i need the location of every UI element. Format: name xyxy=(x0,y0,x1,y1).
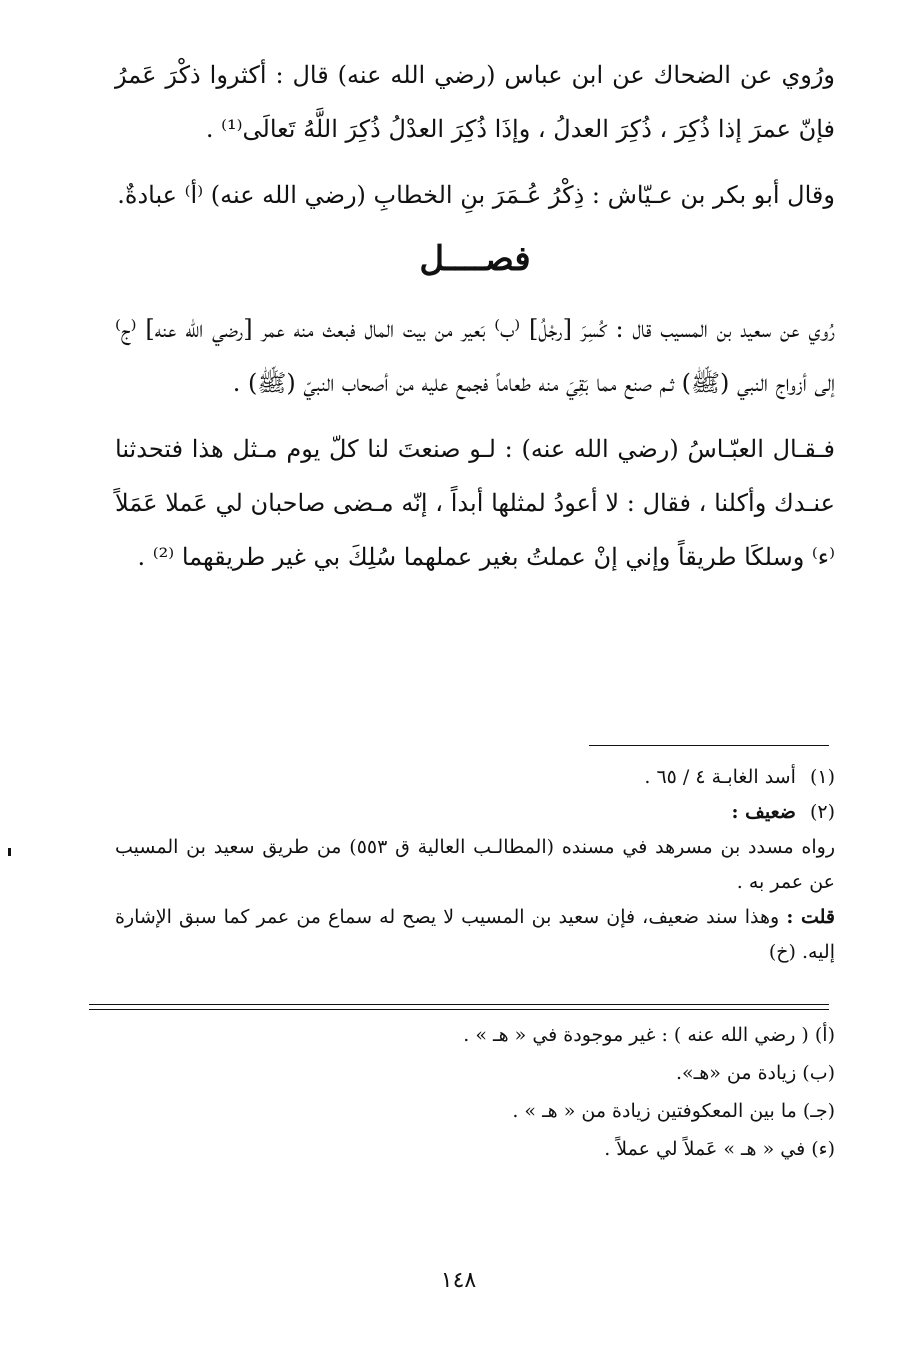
note-jim: (جـ) ما بين المعكوفتين زيادة من « هـ » . xyxy=(512,1100,835,1122)
main-text xyxy=(115,48,835,596)
note-alif: (أ) ( رضي الله عنه ) : غير موجودة في « هـ » . xyxy=(463,1024,835,1046)
footnote-2-label: ضعيف : xyxy=(731,801,796,823)
paragraph-3: رُوي عن سعيد بن المسيب قال : كُسِرَ [رجْلُ] ⁽ب⁾ بَعير من بيت المال فبعث منه عمر [رضي الله عنه] ⁽ج⁾ إلى أزواج النبي (ﷺ) ثـم صنع مما بَقِيَ منه طعاماً فجمع عليه من أصحاب النبيّ (ﷺ) . xyxy=(115,315,835,397)
footnote-2-qult-text: وهذا سند ضعيف، فإن سعيد بن المسيب لا يصح له سماع من عمر كما سبق الإشارة إليه. (خ) xyxy=(115,906,835,963)
note-dal: (ء) في « هـ » عَملاً لي عملاً . xyxy=(604,1138,835,1160)
paragraph-2: وقال أبو بكر بن عـيّاش : ذِكْرُ عُـمَرَ بنِ الخطابِ (رضي الله عنه) ⁽أ⁾ عبادةٌ. xyxy=(117,181,835,209)
footnote-2-comment xyxy=(115,900,835,970)
footnote-2-body: رواه مسدد بن مسرهد في مسنده (المطالـب العالية ق ٥٥٣) من طريق سعيد بن المسيب عن عمر به . xyxy=(115,836,835,893)
footnote-1 xyxy=(115,760,835,795)
footnote-1-number: (١) xyxy=(809,766,835,788)
section-heading: فصــــل xyxy=(419,239,531,279)
footnote-2 xyxy=(115,795,835,830)
footnote-2-qult-label: قلت : xyxy=(786,906,835,928)
variant-notes xyxy=(115,1016,835,1168)
footnote-divider xyxy=(589,745,829,746)
note-ba: (ب) زيادة من «هـ». xyxy=(675,1062,835,1084)
footnotes xyxy=(115,760,835,970)
footnote-1-text: أسد الغابـة ٤ / ٦٥ . xyxy=(644,766,796,788)
paragraph-4: فـقـال العبّـاسُ (رضي الله عنه) : لـو صنعتَ لنا كلّ يوم مـثل هذا فتحدثنا عنـدك وأكلنا ، فقال : لا أعودُ لمثلها أبداً ، إنّه مـضى صاحبان لي عَملا عَمَلاً ⁽ء⁾ وسلكَا طريقاً وإني إنْ عملتُ بغير عملهما سُلِكَ بي غير طريقهما ⁽²⁾ . xyxy=(115,435,835,571)
margin-mark xyxy=(8,848,11,856)
paragraph-1: ورُوي عن الضحاك عن ابن عباس (رضي الله عنه) قال : أكثروا ذكْرَ عَمرُ فإنّ عمرَ إذا ذُكِرَ ، ذُكِرَ العدلُ ، وإذَا ذُكِرَ العدْلُ ذُكِرَ اللَّهُ تَعالَى⁽¹⁾ . xyxy=(115,61,835,143)
notes-divider xyxy=(89,1004,829,1010)
page-number: ١٤٨ xyxy=(440,1268,477,1293)
footnote-2-number: (٢) xyxy=(809,801,835,823)
